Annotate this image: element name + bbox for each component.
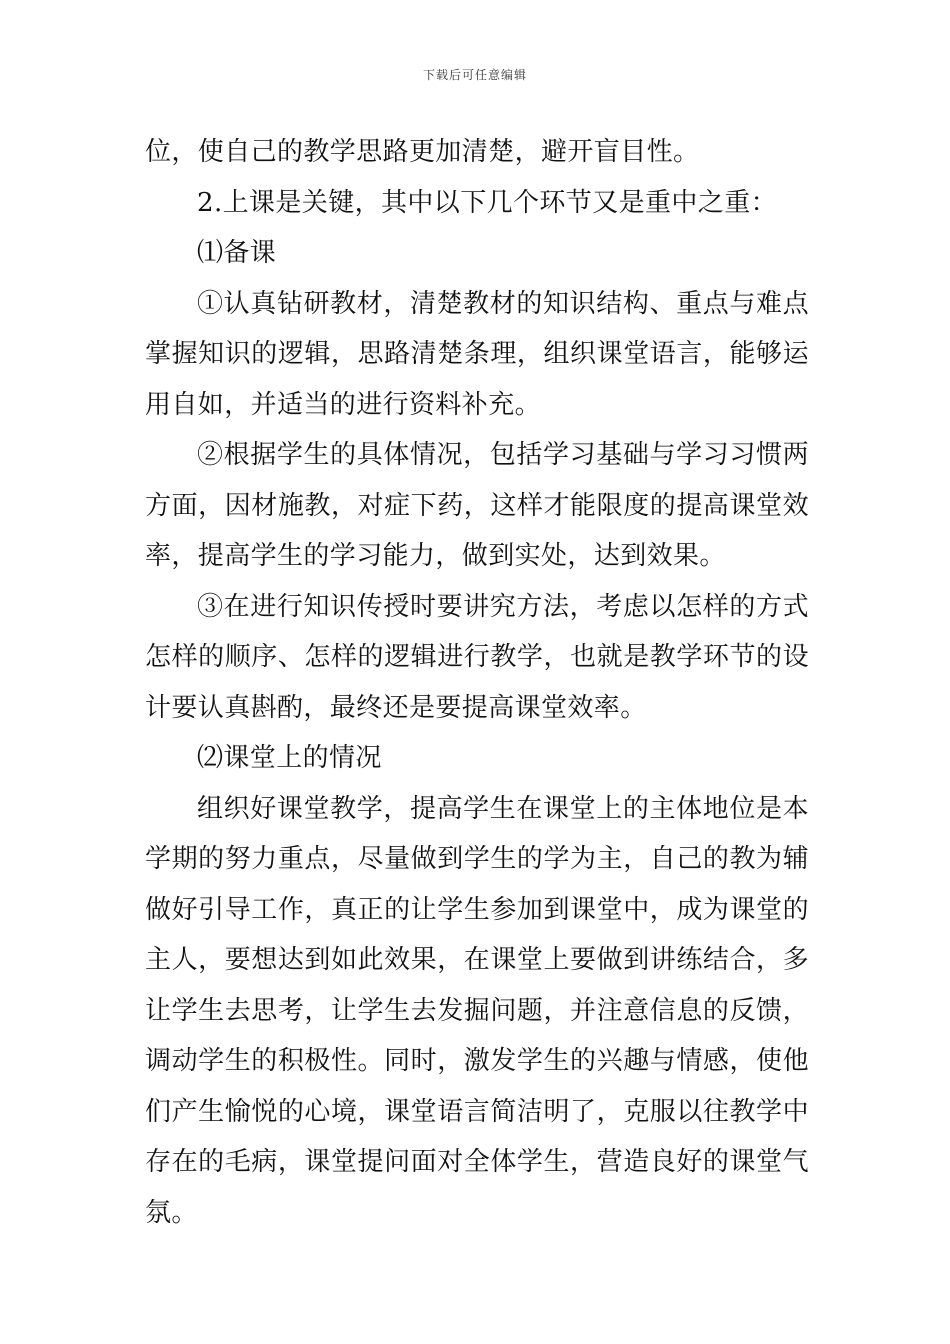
paragraph-continuation: 位，使自己的教学思路更加清楚，避开盲目性。 (145, 137, 700, 167)
paragraph-classroom-detail: 组织好课堂教学，提高学生在课堂上的主体地位是本学期的努力重点，尽量做到学生的学为主，自己的教为辅做好引导工作，真正的让学生参加到课堂中，成为课堂的主人，要想达到如此效果，在课堂上要做到讲练结合，多让学生去思考，让学生去发掘问题，并注意信息的反馈，调动学生的积极性。同时，激发学生的兴趣与情感，使他们产生愉悦的心境，课堂语言简洁明了，克服以往教学中存在的毛病，课堂提问面对全体学生，营造良好的课堂气氛。 (145, 793, 809, 1228)
paragraph-item-2: ②根据学生的具体情况，包括学习基础与学习习惯两方面，因材施教，对症下药，这样才能限度的提高课堂效率，提高学生的学习能力，做到实处，达到效果。 (145, 440, 809, 571)
paragraph-subheading-classroom: ⑵课堂上的情况 (197, 743, 382, 773)
paragraph-item-3: ③在进行知识传授时要讲究方法，考虑以怎样的方式怎样的顺序、怎样的逻辑进行教学，也就是教学环节的设计要认真斟酌，最终还是要提高课堂效率。 (145, 591, 809, 723)
paragraph-section-2: 2.上课是关键，其中以下几个环节又是重中之重： (197, 187, 778, 218)
paragraph-subheading-lesson-prep: ⑴备课 (197, 238, 277, 268)
paragraph-item-1: ①认真钻研教材，清楚教材的知识结构、重点与难点掌握知识的逻辑，思路清楚条理，组织课堂语言，能够运用自如，并适当的进行资料补充。 (145, 288, 809, 420)
page-header-note: 下载后可任意编辑 (422, 68, 527, 82)
document-body (145, 127, 809, 1238)
